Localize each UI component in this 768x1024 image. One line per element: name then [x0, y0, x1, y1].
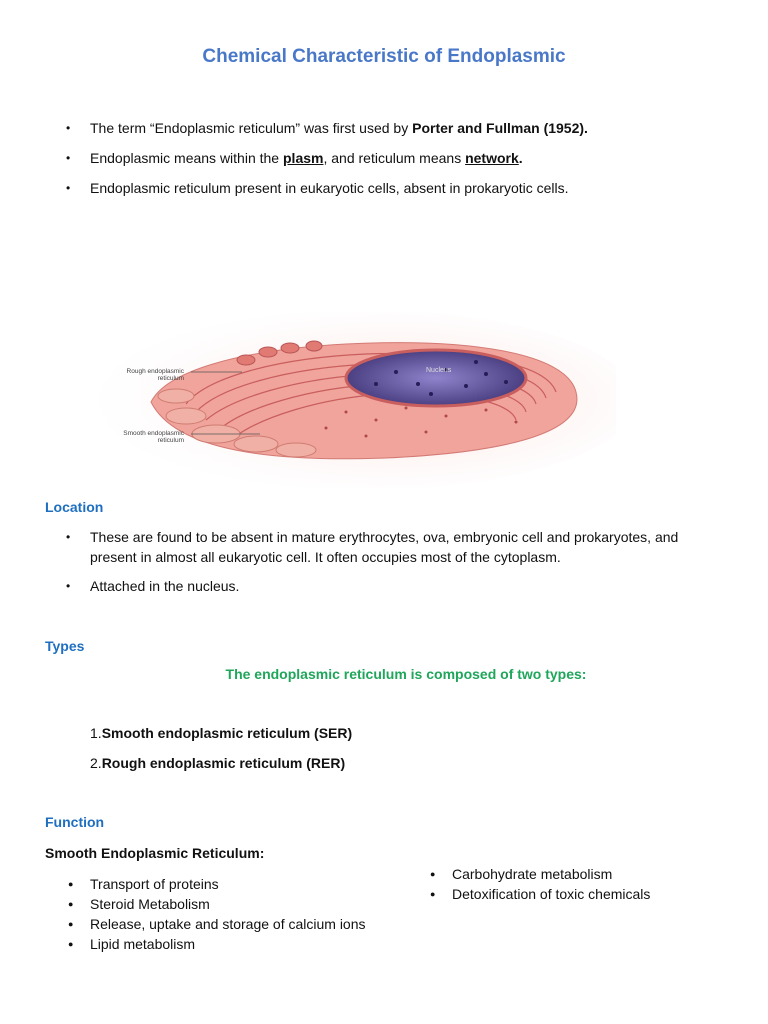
smooth-er-label: Smooth endoplasmic	[123, 430, 184, 437]
list-item	[66, 576, 706, 596]
page-title: Chemical Characteristic of Endoplasmic	[202, 46, 566, 67]
type-number: 1.	[90, 725, 102, 741]
list-item	[66, 118, 706, 138]
type-name: Smooth endoplasmic reticulum (SER)	[101, 725, 353, 741]
smooth-er-label: reticulum	[157, 437, 184, 444]
intro-text: Endoplasmic means within the	[90, 150, 283, 166]
list-item: ● Lipid metabolism	[66, 934, 366, 954]
type-item	[90, 725, 352, 741]
type-name: Rough endoplasmic reticulum (RER)	[101, 755, 346, 771]
location-text: These are found to be absent in mature erythrocytes, ova, embryonic cell and prokaryotes, and present in almost all eukaryotic cell. It often occupies most of the cytoplasm.	[90, 529, 679, 565]
rough-er-label: Rough endoplasmic	[126, 368, 184, 375]
endoplasmic-reticulum-illustration	[46, 312, 616, 488]
list-item: ● Release, uptake and storage of calcium ions	[66, 914, 366, 934]
intro-text: The term “Endoplasmic reticulum” was first used by	[90, 120, 413, 136]
nucleus-label: Nucleus	[426, 367, 452, 374]
function-list-right	[428, 864, 728, 904]
function-heading: Function	[45, 814, 105, 830]
list-item: ● Steroid Metabolism	[66, 894, 366, 914]
intro-text: .	[518, 150, 523, 166]
rough-er-label: reticulum	[157, 375, 184, 382]
function-list-left	[66, 874, 366, 954]
list-item: ● Carbohydrate metabolism	[428, 864, 728, 884]
type-number: 2.	[90, 755, 102, 771]
network-term: network	[465, 150, 519, 166]
location-list	[66, 527, 706, 605]
list-item: ● Transport of proteins	[66, 874, 366, 894]
list-item	[66, 148, 706, 168]
location-text: Attached in the nucleus.	[90, 578, 240, 594]
location-heading: Location	[45, 499, 104, 515]
intro-list	[66, 118, 706, 208]
types-subtitle: The endoplasmic reticulum is composed of two types:	[225, 666, 587, 682]
types-heading: Types	[45, 638, 85, 654]
porter-fullman-bold: Porter and Fullman (1952).	[412, 120, 588, 136]
list-item	[66, 527, 706, 567]
intro-text: , and reticulum means	[323, 150, 466, 166]
smooth-er-heading: Smooth Endoplasmic Reticulum:	[45, 845, 265, 861]
intro-text: Endoplasmic reticulum present in eukaryotic cells, absent in prokaryotic cells.	[90, 180, 569, 196]
list-item: ● Detoxification of toxic chemicals	[428, 884, 728, 904]
plasm-term: plasm	[283, 150, 324, 166]
list-item	[66, 178, 706, 198]
type-item	[90, 755, 345, 771]
